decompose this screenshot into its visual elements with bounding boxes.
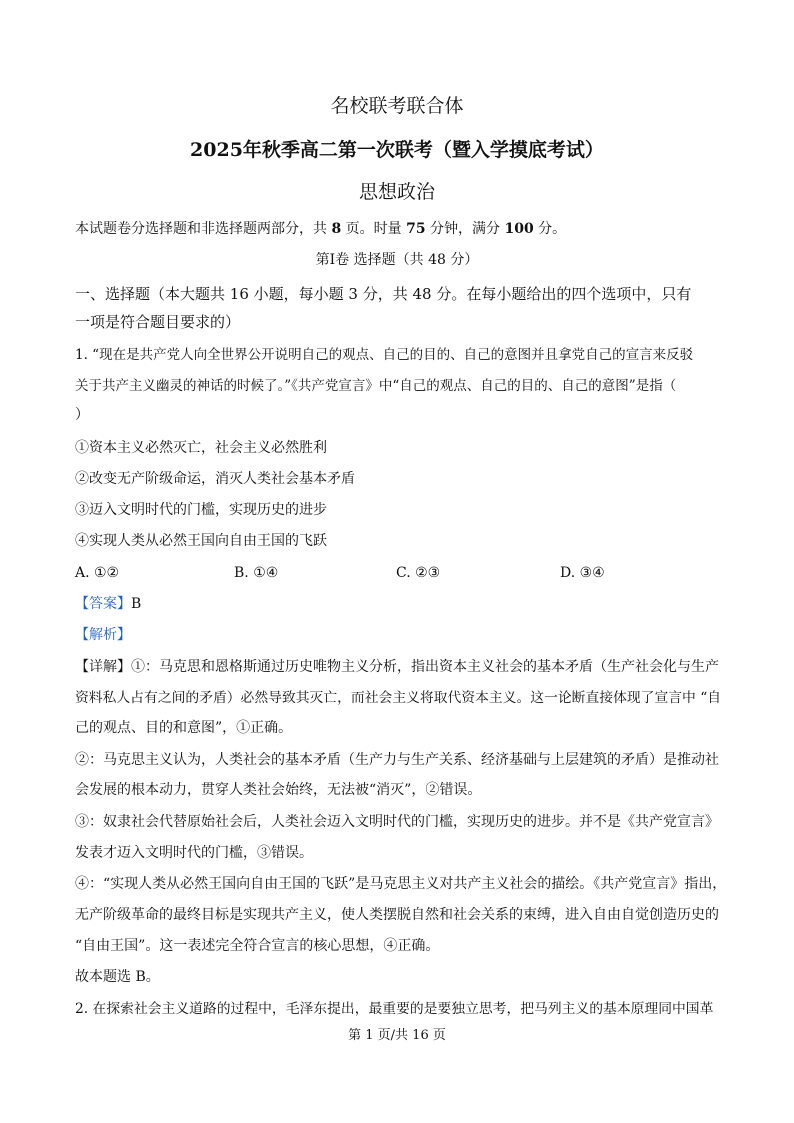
org-title: 名校联考联合体 <box>330 95 464 117</box>
page-footer: 第 1 页/共 16 页 <box>348 1028 446 1043</box>
q1-detail-line-3: 己的观点、目的和意图”，①正确。 <box>75 720 293 736</box>
q1-detail-line-2: 资料私人占有之间的矛盾）必然导致其灭亡，而社会主义将取代资本主义。这一论断直接体现了宣言中 “自 <box>75 690 722 706</box>
exam-title: 2025年秋季高二第一次联考（暨入学摸底考试） <box>190 139 604 161</box>
q1-option-d: D. ③④ <box>560 565 605 581</box>
subject-title: 思想政治 <box>358 181 435 203</box>
q1-item-2: ②改变无产阶级命运，消灭人类社会基本矛盾 <box>75 471 355 487</box>
q1-detail-line-4: ②：马克思主义认为，人类社会的基本矛盾（生产力与生产关系、经济基础与上层建筑的矛盾）是推动社 <box>75 752 719 768</box>
q1-option-b: B. ①④ <box>234 565 279 581</box>
instructions-line-2: 一项是符合题目要求的） <box>75 313 241 331</box>
q1-option-c: C. ②③ <box>396 565 441 581</box>
q1-detail-line-10: “自由王国”。这一表述完全符合宣言的核心思想，④正确。 <box>75 938 440 954</box>
q1-item-3: ③迈入文明时代的门槛，实现历史的进步 <box>75 502 327 518</box>
q1-stem-line-3: ） <box>75 407 89 423</box>
q1-answer <box>75 594 723 614</box>
q1-option-a: A. ①② <box>75 565 120 581</box>
answer-label: 【答案】 <box>75 596 131 612</box>
q1-stem-line-2: 关于共产主义幽灵的神话的时候了。”《共产党宣言》中“自己的观点、自己的目的、自己的意图”是指（ <box>75 378 677 394</box>
q1-analysis-label: 【解析】 <box>75 627 131 643</box>
answer-value: B <box>131 596 142 612</box>
detail-label: 【详解】 <box>75 659 131 675</box>
instructions-line-1: 一、选择题（本大题共 16 小题，每小题 3 分，共 48 分。在每小题给出的四个选项中，只有 <box>75 285 692 303</box>
q1-detail-line-1: 【详解】①：马克思和恩格斯通过历史唯物主义分析，指出资本主义社会的基本矛盾（生产社会化与生产 <box>75 659 719 675</box>
q1-detail-line-9: 无产阶级革命的最终目标是实现共产主义，使人类摆脱自然和社会关系的束缚，进入自由自觉创造历史的 <box>75 907 719 923</box>
intro-text: 本试题卷分选择题和非选择题两部分，共 8 页。时量 75 分钟，满分 100 分。 <box>75 221 567 237</box>
q1-detail-line-11: 故本题选 B。 <box>75 969 160 985</box>
q2-stem-line-1: 2. 在探索社会主义道路的过程中，毛泽东提出，最重要的是要独立思考，把马列主义的基本原理同中国革 <box>75 1001 714 1017</box>
q1-detail-line-5: 会发展的根本动力，贯穿人类社会始终，无法被“消灭”，②错误。 <box>75 782 482 798</box>
section-title: 第Ⅰ卷 选择题（共 48 分） <box>315 252 479 268</box>
q1-detail-line-8: ④：“实现人类从必然王国向自由王国的飞跃”是马克思主义对共产主义社会的描绘。《共产党宣言》指出， <box>75 876 727 892</box>
q1-stem-line-1: 1. “现在是共产党人向全世界公开说明自己的观点、自己的目的、自己的意图并且拿党自己的宣言来反驳 <box>75 347 694 363</box>
q1-detail-line-6: ③：奴隶社会代替原始社会后，人类社会迈入文明时代的门槛，实现历史的进步。并不是《共产党宣言》 <box>75 814 719 830</box>
q1-detail-line-7: 发表才迈入文明时代的门槛，③错误。 <box>75 845 313 861</box>
q1-item-4: ④实现人类从必然王国向自由王国的飞跃 <box>75 533 327 549</box>
q1-item-1: ①资本主义必然灭亡，社会主义必然胜利 <box>75 440 327 456</box>
